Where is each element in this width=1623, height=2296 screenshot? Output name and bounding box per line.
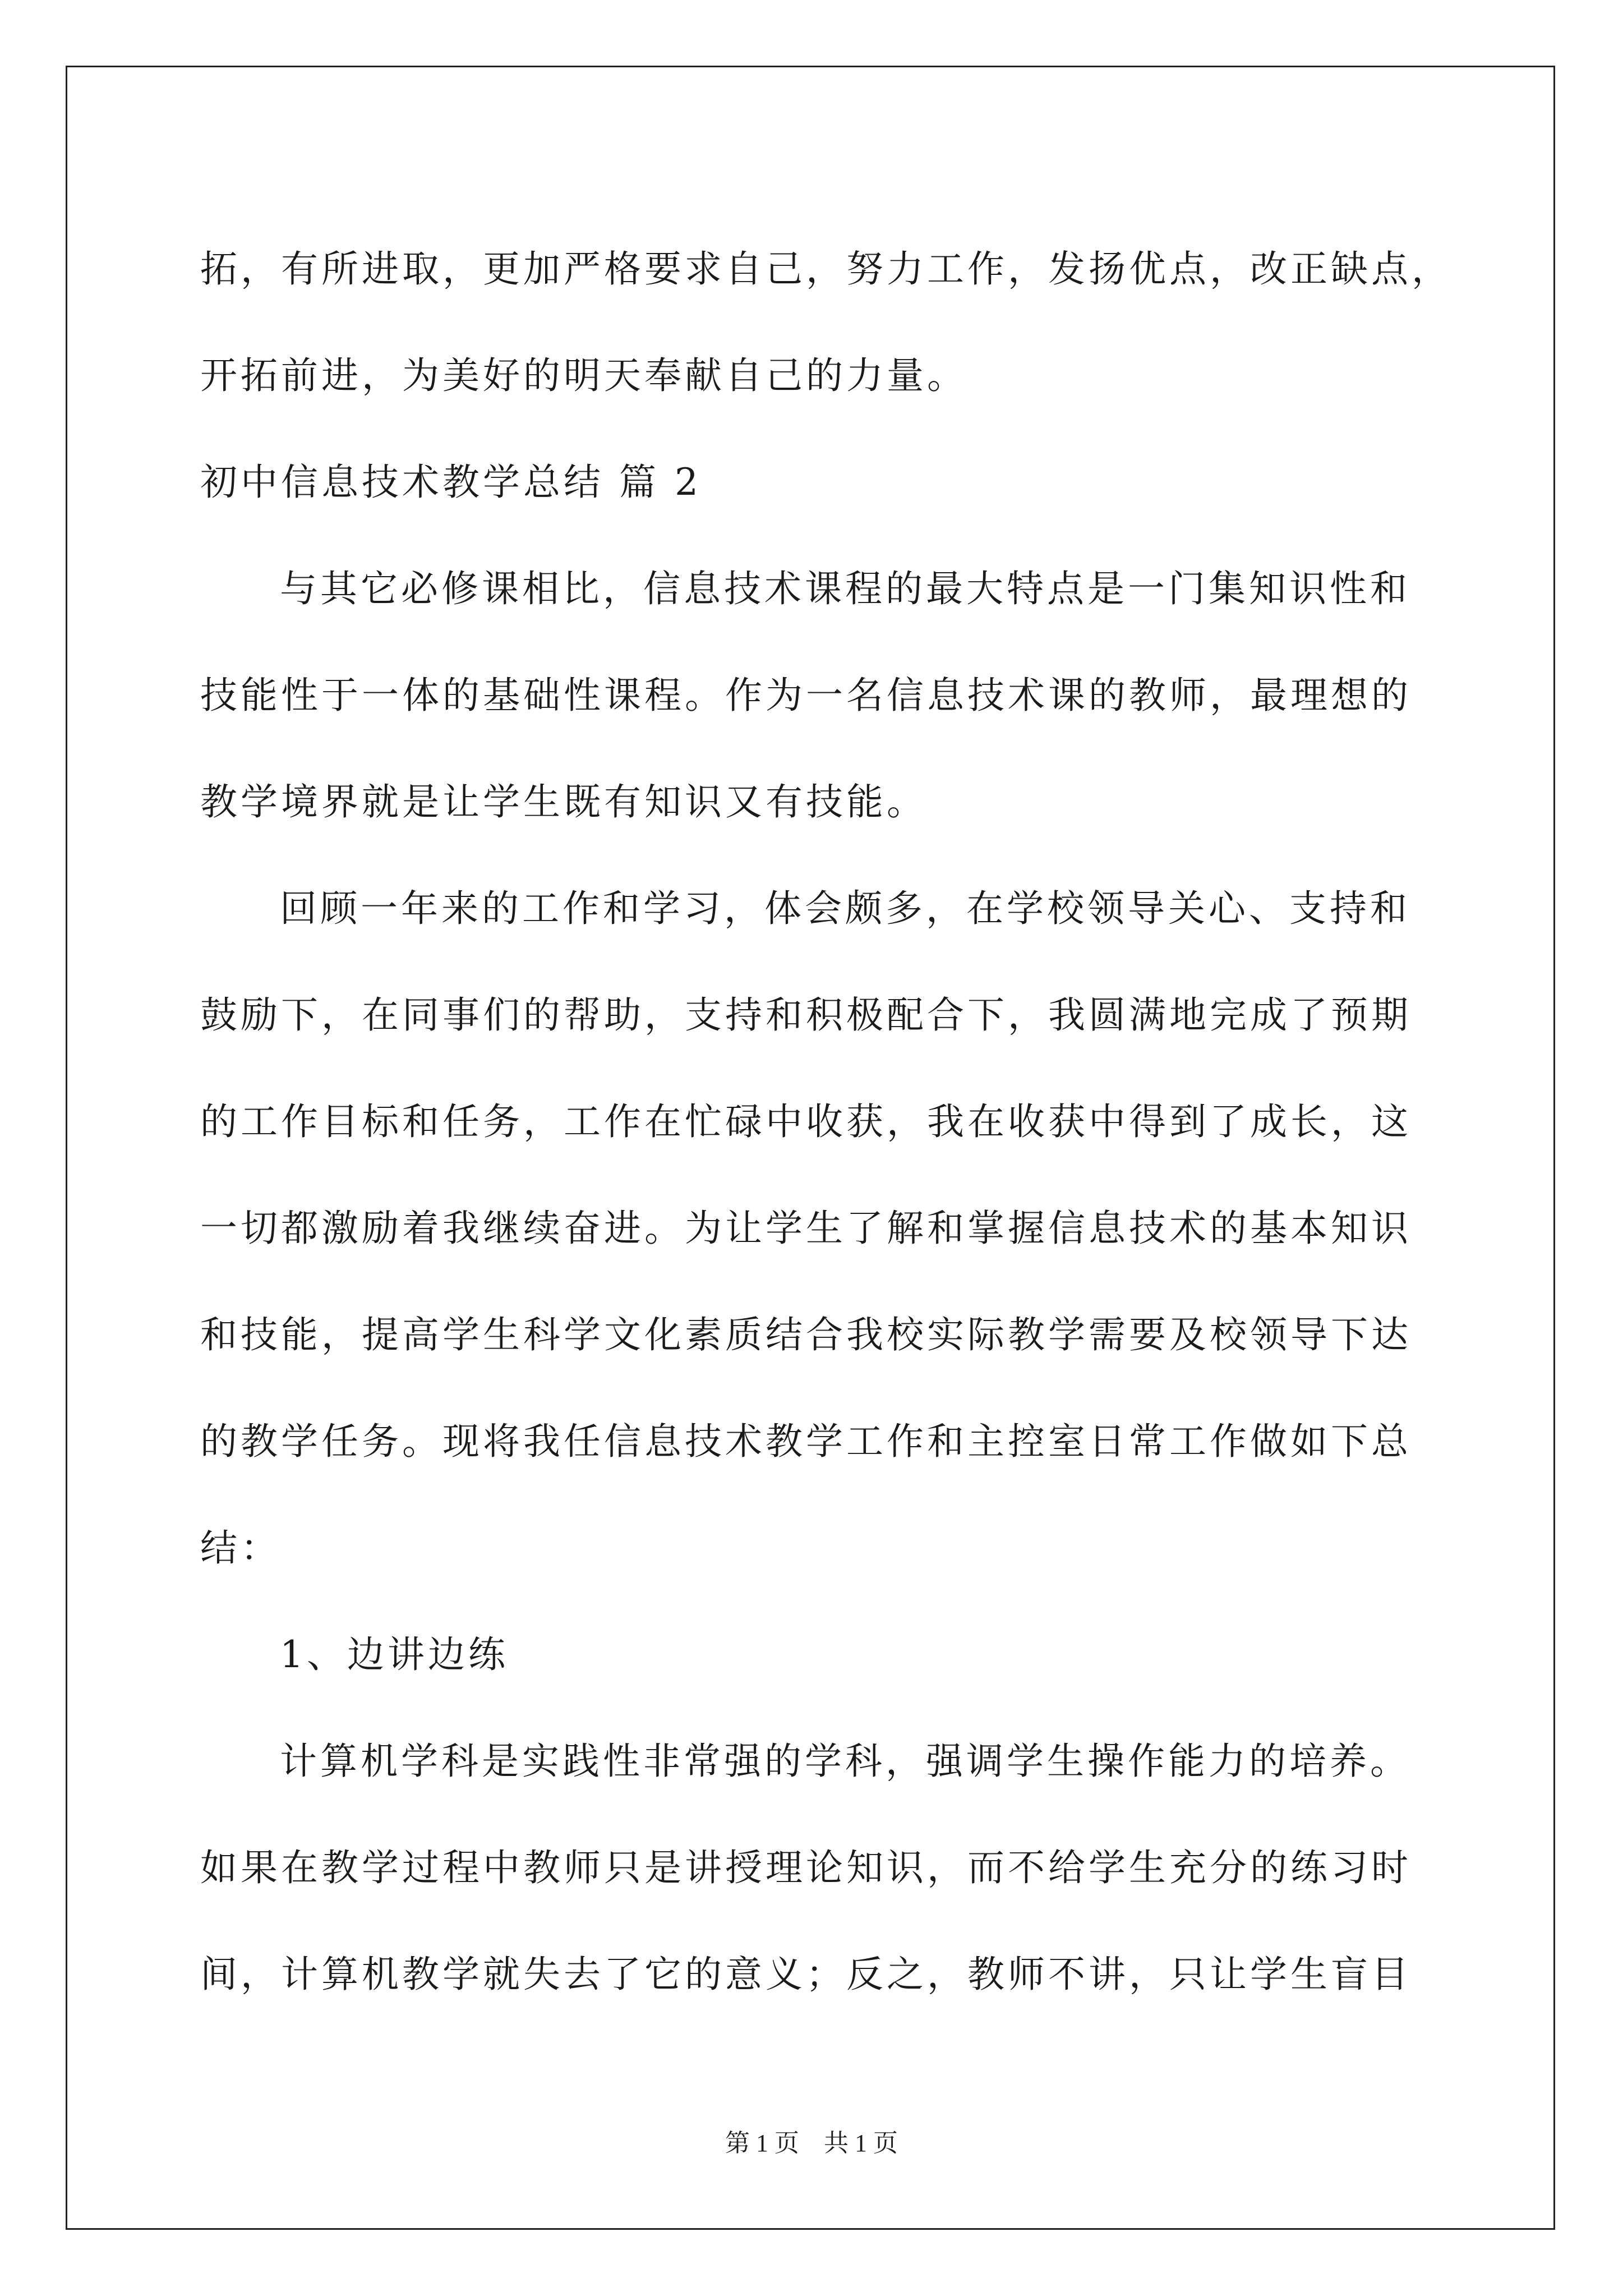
body-line: 一切都激励着我继续奋进。为让学生了解和掌握信息技术的基本知识 — [200, 1207, 1412, 1250]
body-line: 间，计算机教学就失去了它的意义；反之，教师不讲，只让学生盲目 — [200, 1953, 1412, 1996]
body-line: 教学境界就是让学生既有知识又有技能。 — [200, 780, 927, 823]
body-line-paragraph-start: 回顾一年来的工作和学习，体会颇多，在学校领导关心、支持和 — [280, 887, 1410, 930]
body-line: 的教学任务。现将我任信息技术教学工作和主控室日常工作做如下总 — [200, 1420, 1412, 1463]
body-line: 技能性于一体的基础性课程。作为一名信息技术课的教师，最理想的 — [200, 674, 1412, 717]
body-line: 的工作目标和任务，工作在忙碌中收获，我在收获中得到了成长，这 — [200, 1100, 1412, 1143]
body-line: 如果在教学过程中教师只是讲授理论知识，而不给学生充分的练习时 — [200, 1846, 1412, 1889]
body-line-paragraph-start: 与其它必修课相比，信息技术课程的最大特点是一门集知识性和 — [280, 567, 1410, 610]
section-heading: 初中信息技术教学总结 篇 2 — [200, 461, 702, 504]
body-line: 和技能，提高学生科学文化素质结合我校实际教学需要及校领导下达 — [200, 1313, 1412, 1356]
body-line-paragraph-start: 计算机学科是实践性非常强的学科，强调学生操作能力的培养。 — [280, 1740, 1410, 1783]
page-footer: 第 1 页 共 1 页 — [725, 2129, 898, 2157]
body-line-1: 拓，有所进取，更加严格要求自己，努力工作，发扬优点，改正缺点， — [200, 247, 1452, 291]
body-line: 鼓励下，在同事们的帮助，支持和积极配合下，我圆满地完成了预期 — [200, 993, 1412, 1037]
body-line-2: 开拓前进，为美好的明天奉献自己的力量。 — [200, 354, 967, 397]
subheading: 1、边讲边练 — [280, 1633, 509, 1676]
body-line: 结： — [200, 1526, 281, 1570]
document-body — [200, 216, 1452, 2028]
